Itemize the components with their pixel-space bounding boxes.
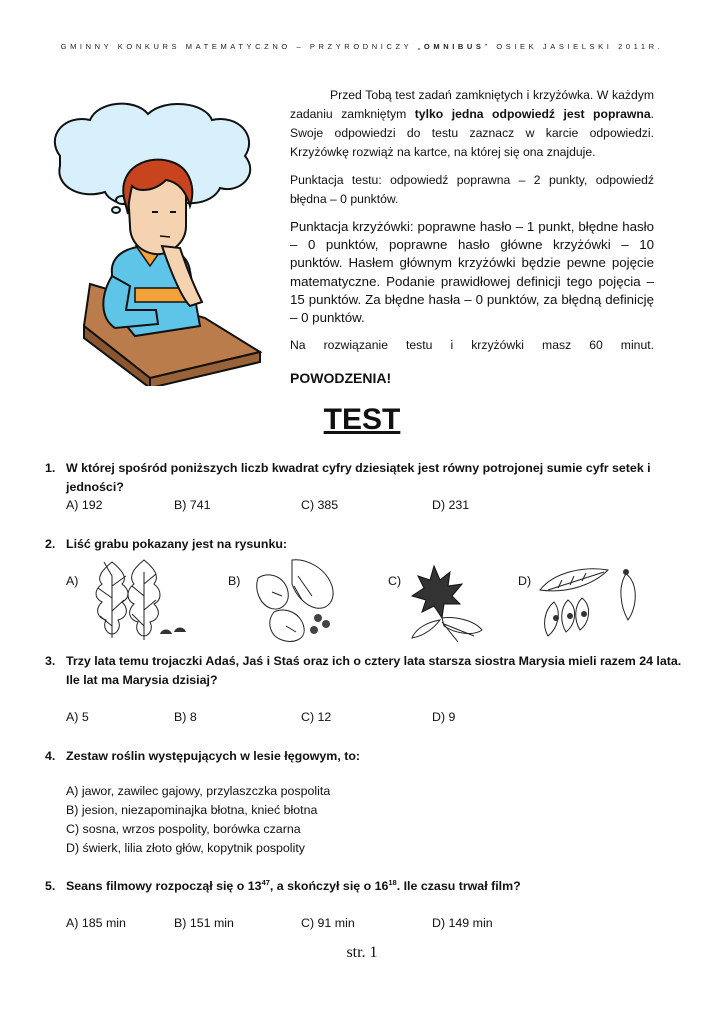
question-4: 4. Zestaw roślin występujących w lesie łęgowym, to: [45,749,361,763]
page-number: str. 1 [346,944,378,961]
contest-header: GMINNY KONKURS MATEMATYCZNO – PRZYRODNICZY „OMNIBUS” OSIEK JASIELSKI 2011R. [60,42,664,51]
question-2: 2. Liść grabu pokazany jest na rysunku: [45,537,288,551]
instruction-paragraph-2: Punktacja testu: odpowiedź poprawna – 2 punkty, odpowiedź błędna – 0 punktów. [290,173,654,206]
q1-answer-d[interactable]: D) 231 [432,498,470,512]
q4-answer-c[interactable]: C) sosna, wrzos pospolity, borówka czarna [66,822,301,836]
leaf-a-oak-image [92,556,188,642]
leaf-d-hornbeam-image [534,562,642,640]
question-1: 1. W której spośród poniższych liczb kwadrat cyfry dziesiątek jest równy potrojonej sumie cyfr setek i jedności? [45,461,651,494]
q1-answer-c[interactable]: C) 385 [301,498,339,512]
instruction-paragraph-3: Punktacja krzyżówki: poprawne hasło – 1 punkt, błędne hasło – 0 punktów, poprawne hasło główne krzyżówki – 10 punktów. Hasłem głównym krzyżówki będzie pewne pojęcie matematyczne. Podanie prawidłowej definicji tego pojęcia – 15 punktów. Za błędne hasła – 0 punktów, za błędną definicję – 0 punktów. [290,219,654,326]
instruction-paragraph-4: Na rozwiązanie testu i krzyżówki masz 60 minut. [290,338,654,353]
q5-answer-c[interactable]: C) 91 min [301,916,355,930]
q3-answer-c[interactable]: C) 12 [301,710,332,724]
leaf-c-maple-image [404,562,490,644]
q4-answer-d[interactable]: D) świerk, lilia złoto głów, kopytnik pospolity [66,841,305,855]
thinking-student-illustration [40,96,270,386]
q2-answer-d[interactable]: D) [518,574,532,588]
q3-answer-a[interactable]: A) 5 [66,710,89,724]
leaf-b-linden-image [252,556,342,644]
q3-answer-b[interactable]: B) 8 [174,710,197,724]
q3-answer-d[interactable]: D) 9 [432,710,456,724]
q5-answer-b[interactable]: B) 151 min [174,916,234,930]
question-3: 3. Trzy lata temu trojaczki Adaś, Jaś i Staś oraz ich o cztery lata starsza siostra Marysia mieli razem 24 lata. Ile lat ma Marysia dzisiaj? [45,654,682,687]
q1-answer-a[interactable]: A) 192 [66,498,103,512]
good-luck-text: POWODZENIA! [290,370,392,386]
q5-answer-a[interactable]: A) 185 min [66,916,126,930]
q4-answer-a[interactable]: A) jawor, zawilec gajowy, przylaszczka pospolita [66,784,331,798]
q2-answer-a[interactable]: A) [66,574,79,588]
q5-answer-d[interactable]: D) 149 min [432,916,493,930]
instructions [290,86,654,364]
q2-answer-b[interactable]: B) [228,574,241,588]
test-title: TEST [323,403,401,436]
q2-answer-c[interactable]: C) [388,574,402,588]
question-5: 5. Seans filmowy rozpoczął się o $13^{47}$, a skończył się o $16^{18}$. Ile czasu trwał film? [45,878,521,893]
q4-answer-b[interactable]: B) jesion, niezapominajka błotna, knieć błotna [66,803,318,817]
instruction-paragraph-1: Przed Tobą test zadań zamkniętych i krzyżówka. W każdym zadaniu zamkniętym tylko jedna odpowiedź jest poprawna. Swoje odpowiedzi do testu zaznacz w karcie odpowiedzi. Krzyżówkę rozwiąż na kartce, na której się ona znajduje. [290,88,655,159]
q1-answer-b[interactable]: B) 741 [174,498,211,512]
